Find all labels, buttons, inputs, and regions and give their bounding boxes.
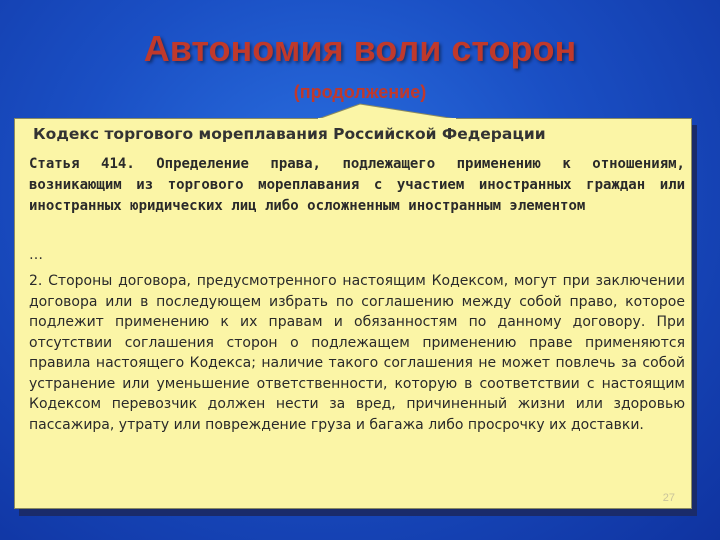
box-heading: Кодекс торгового мореплавания Российской Федерации xyxy=(33,125,546,143)
slide-title: Автономия воли сторон xyxy=(143,28,577,69)
slide-subtitle: (продолжение) xyxy=(293,82,427,102)
article-paragraph: 2. Стороны договора, предусмотренного настоящим Кодексом, могут при заключении договора или в последующем избрать по соглашению между собой право, которое подлежит применению к их правам и обязанностям по данному договору. При отсутствии соглашения сторон о подлежащем применению праве применяются правила настоящего Кодекса; наличие такого соглашения не может повлечь за собой устранение или уменьшение ответственности, которую в соответствии с настоящим Кодексом перевозчик должен нести за вред, причиненный жизни или здоровью пассажира, утрату или повреждение груза и багажа либо просрочку их доставки. xyxy=(29,273,685,433)
callout-pointer-shape xyxy=(318,104,456,119)
ellipsis: … xyxy=(29,247,43,263)
article-heading: Статья 414. Определение права, подлежащего применению к отношениям, возникающим из торгового мореплавания с участием иностранных граждан или иностранных юридических лиц либо осложненным иностранным элементом xyxy=(29,156,685,214)
content-box xyxy=(14,118,692,509)
page-number: 27 xyxy=(662,492,675,504)
